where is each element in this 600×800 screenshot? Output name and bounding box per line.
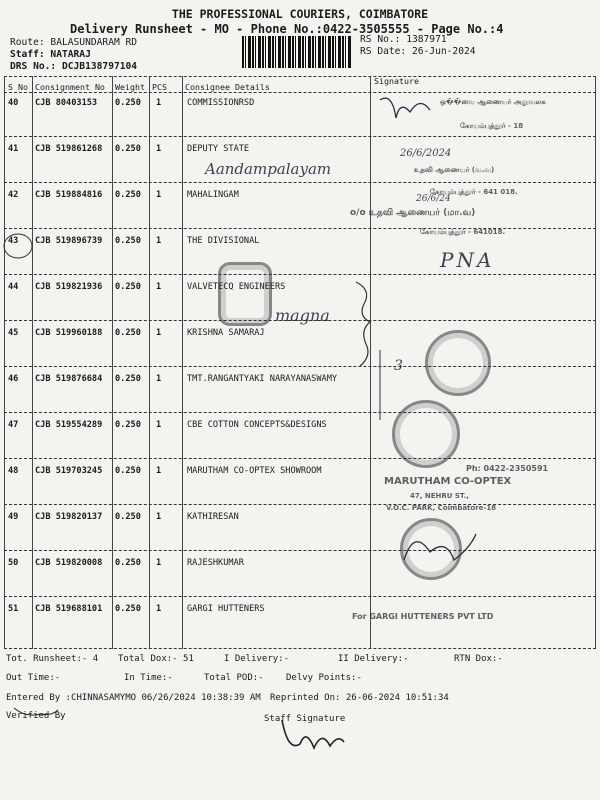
row-separator xyxy=(4,504,596,505)
row-consignment-no: CJB 519820137 xyxy=(35,512,103,522)
row-consignee: DEPUTY STATE xyxy=(187,144,250,154)
handwritten-note: Aandampalayam xyxy=(205,160,332,178)
table-bottom-border xyxy=(4,648,596,649)
route-label: Route: BALASUNDARAM RD xyxy=(10,37,138,48)
stamp-text: o/o உதவி ஆணையர் (மா.வ) xyxy=(350,208,476,218)
row-pcs: 1 xyxy=(156,190,162,200)
row-weight: 0.250 xyxy=(115,604,141,614)
stamp-text: Ph: 0422-2350591 xyxy=(466,464,549,473)
row-consignment-no: CJB 519960188 xyxy=(35,328,103,338)
table-row xyxy=(0,558,600,604)
row-sno: 42 xyxy=(8,190,19,200)
table-row xyxy=(0,512,600,558)
row-weight: 0.250 xyxy=(115,282,141,292)
row-sno: 46 xyxy=(8,374,19,384)
row-separator xyxy=(4,458,596,459)
row-consignment-no: CJB 519554289 xyxy=(35,420,103,430)
drs-number: DRS No.: DCJB138797104 xyxy=(10,61,138,72)
row-consignee: KATHIRESAN xyxy=(187,512,239,522)
out-time: Out Time:- xyxy=(6,673,61,683)
row-weight: 0.250 xyxy=(115,558,141,568)
table-top-border xyxy=(4,76,596,77)
stamp-text: V.O.C. PARK, Coimbatore-18 xyxy=(386,504,497,512)
row-consignee: CBE COTTON CONCEPTS&DESIGNS xyxy=(187,420,327,430)
row-pcs: 1 xyxy=(156,374,162,384)
staff-signature-scribble xyxy=(282,720,344,748)
runsheet-title: Delivery Runsheet - MO - Phone No.:0422-3505555 - Page No.:4 xyxy=(70,22,504,36)
row-pcs: 1 xyxy=(156,420,162,430)
row-separator xyxy=(4,412,596,413)
row-consignment-no: CJB 519688101 xyxy=(35,604,103,614)
stamp-text: கோயம்புத்தூர் - 641018. xyxy=(420,228,506,236)
stamp-text: ஒ��வை ஆணையர் அலுவலக xyxy=(440,98,546,106)
row-pcs: 1 xyxy=(156,282,162,292)
row-weight: 0.250 xyxy=(115,466,141,476)
row-pcs: 1 xyxy=(156,144,162,154)
row-pcs: 1 xyxy=(156,558,162,568)
handwritten-date: 26/6/2024 xyxy=(400,148,452,159)
row-sno: 44 xyxy=(8,282,19,292)
row-separator xyxy=(4,136,596,137)
round-seal xyxy=(392,400,460,468)
company-name: THE PROFESSIONAL COURIERS, COIMBATORE xyxy=(171,7,429,21)
stamp-text: கோயம்புத்தூர் - 18 xyxy=(460,122,524,130)
stamp-text: MARUTHAM CO-OPTEX xyxy=(384,476,512,487)
handwritten-note: PNA xyxy=(440,248,495,272)
row-weight: 0.250 xyxy=(115,420,141,430)
row-pcs: 1 xyxy=(156,512,162,522)
row-sno: 51 xyxy=(8,604,19,614)
col-header-pcs: PCS xyxy=(152,82,167,92)
row-consignment-no: CJB 519820008 xyxy=(35,558,103,568)
reprinted-on: Reprinted On: 26-06-2024 10:51:34 xyxy=(270,693,449,703)
round-seal xyxy=(400,518,462,580)
row-consignment-no: CJB 519703245 xyxy=(35,466,103,476)
table-row xyxy=(0,374,600,420)
row-weight: 0.250 xyxy=(115,190,141,200)
in-time: In Time:- xyxy=(124,673,173,683)
stamp-text: For GARGI HUTTENERS PVT LTD xyxy=(352,612,494,621)
row-consignee: KRISHNA SAMARAJ xyxy=(187,328,265,338)
table-row xyxy=(0,604,600,650)
handwritten-note: 3 xyxy=(394,358,403,374)
row-pcs: 1 xyxy=(156,236,162,246)
row-sno: 45 xyxy=(8,328,19,338)
row-consignee: VALVETECQ ENGINEERS xyxy=(187,282,286,292)
row-separator xyxy=(4,182,596,183)
row-separator xyxy=(4,550,596,551)
staff-signature-label: Staff Signature xyxy=(264,714,346,724)
row-consignment-no: CJB 80403153 xyxy=(35,98,98,108)
col-header-sno: S No xyxy=(8,82,28,92)
col-header-consignment: Consignment No xyxy=(35,82,105,92)
row-weight: 0.250 xyxy=(115,374,141,384)
row-sno: 48 xyxy=(8,466,19,476)
row-separator xyxy=(4,596,596,597)
stamp-text: 47, NEHRU ST., xyxy=(410,492,469,500)
total-pod: Total POD:- xyxy=(204,673,264,683)
row-pcs: 1 xyxy=(156,604,162,614)
row-consignment-no: CJB 519896739 xyxy=(35,236,103,246)
row-consignee: THE DIVISIONAL xyxy=(187,236,260,246)
row-consignee: MARUTHAM CO-OPTEX SHOWROOM xyxy=(187,466,322,476)
row-consignee: RAJESHKUMAR xyxy=(187,558,244,568)
col-header-consignee: Consignee Details xyxy=(185,82,270,92)
handwritten-date: 26/6/24 xyxy=(416,194,451,204)
row-consignee: TMT.RANGANTYAKI NARAYANASWAMY xyxy=(187,374,338,384)
handwritten-note: magna xyxy=(275,306,330,325)
table-row xyxy=(0,328,600,374)
row-pcs: 1 xyxy=(156,98,162,108)
rtn-dox: RTN Dox:- xyxy=(454,654,503,664)
col-header-weight: Weight xyxy=(115,82,145,92)
row-separator xyxy=(4,274,596,275)
stamp-text: உதவி ஆணையர் (வ.வ) xyxy=(414,166,495,174)
rs-date: RS Date: 26-Jun-2024 xyxy=(360,46,476,57)
row-weight: 0.250 xyxy=(115,98,141,108)
col-header-signature: Signature xyxy=(374,76,419,86)
row-separator xyxy=(4,366,596,367)
row-sno: 49 xyxy=(8,512,19,522)
row-weight: 0.250 xyxy=(115,328,141,338)
row-pcs: 1 xyxy=(156,328,162,338)
row-consignee: MAHALINGAM xyxy=(187,190,239,200)
row-consignee: GARGI HUTTENERS xyxy=(187,604,265,614)
row-pcs: 1 xyxy=(156,466,162,476)
rs-number: RS No.: 1387971 xyxy=(360,34,447,45)
row-sno: 41 xyxy=(8,144,19,154)
i-delivery: I Delivery:- xyxy=(224,654,290,664)
company-seal xyxy=(218,262,272,326)
row-consignment-no: CJB 519884816 xyxy=(35,190,103,200)
barcode xyxy=(242,36,352,68)
verified-by: Verified By xyxy=(6,711,66,721)
row-sno: 47 xyxy=(8,420,19,430)
row-consignment-no: CJB 519861268 xyxy=(35,144,103,154)
row-weight: 0.250 xyxy=(115,236,141,246)
row-consignment-no: CJB 519821936 xyxy=(35,282,103,292)
row-separator xyxy=(4,228,596,229)
row-consignee: COMMISSIONRSD xyxy=(187,98,255,108)
row-sno: 43 xyxy=(8,236,19,246)
ii-delivery: II Delivery:- xyxy=(338,654,409,664)
row-weight: 0.250 xyxy=(115,144,141,154)
row-sno: 50 xyxy=(8,558,19,568)
stamp-text: கோயம்புத்தூர் - 641 018. xyxy=(430,188,518,196)
round-seal xyxy=(425,330,491,396)
delvy-points: Delvy Points:- xyxy=(286,673,362,683)
entered-by: Entered By :CHINNASAMYMO 06/26/2024 10:38:39 AM xyxy=(6,693,261,703)
table-row xyxy=(0,420,600,466)
row-sno: 40 xyxy=(8,98,19,108)
total-dox: Total Dox:- 51 xyxy=(118,654,194,664)
header-separator xyxy=(4,92,596,93)
row-weight: 0.250 xyxy=(115,512,141,522)
staff-label: Staff: NATARAJ xyxy=(10,49,91,60)
total-runsheet: Tot. Runsheet:- 4 xyxy=(6,654,99,664)
table-row xyxy=(0,236,600,282)
row-consignment-no: CJB 519876684 xyxy=(35,374,103,384)
